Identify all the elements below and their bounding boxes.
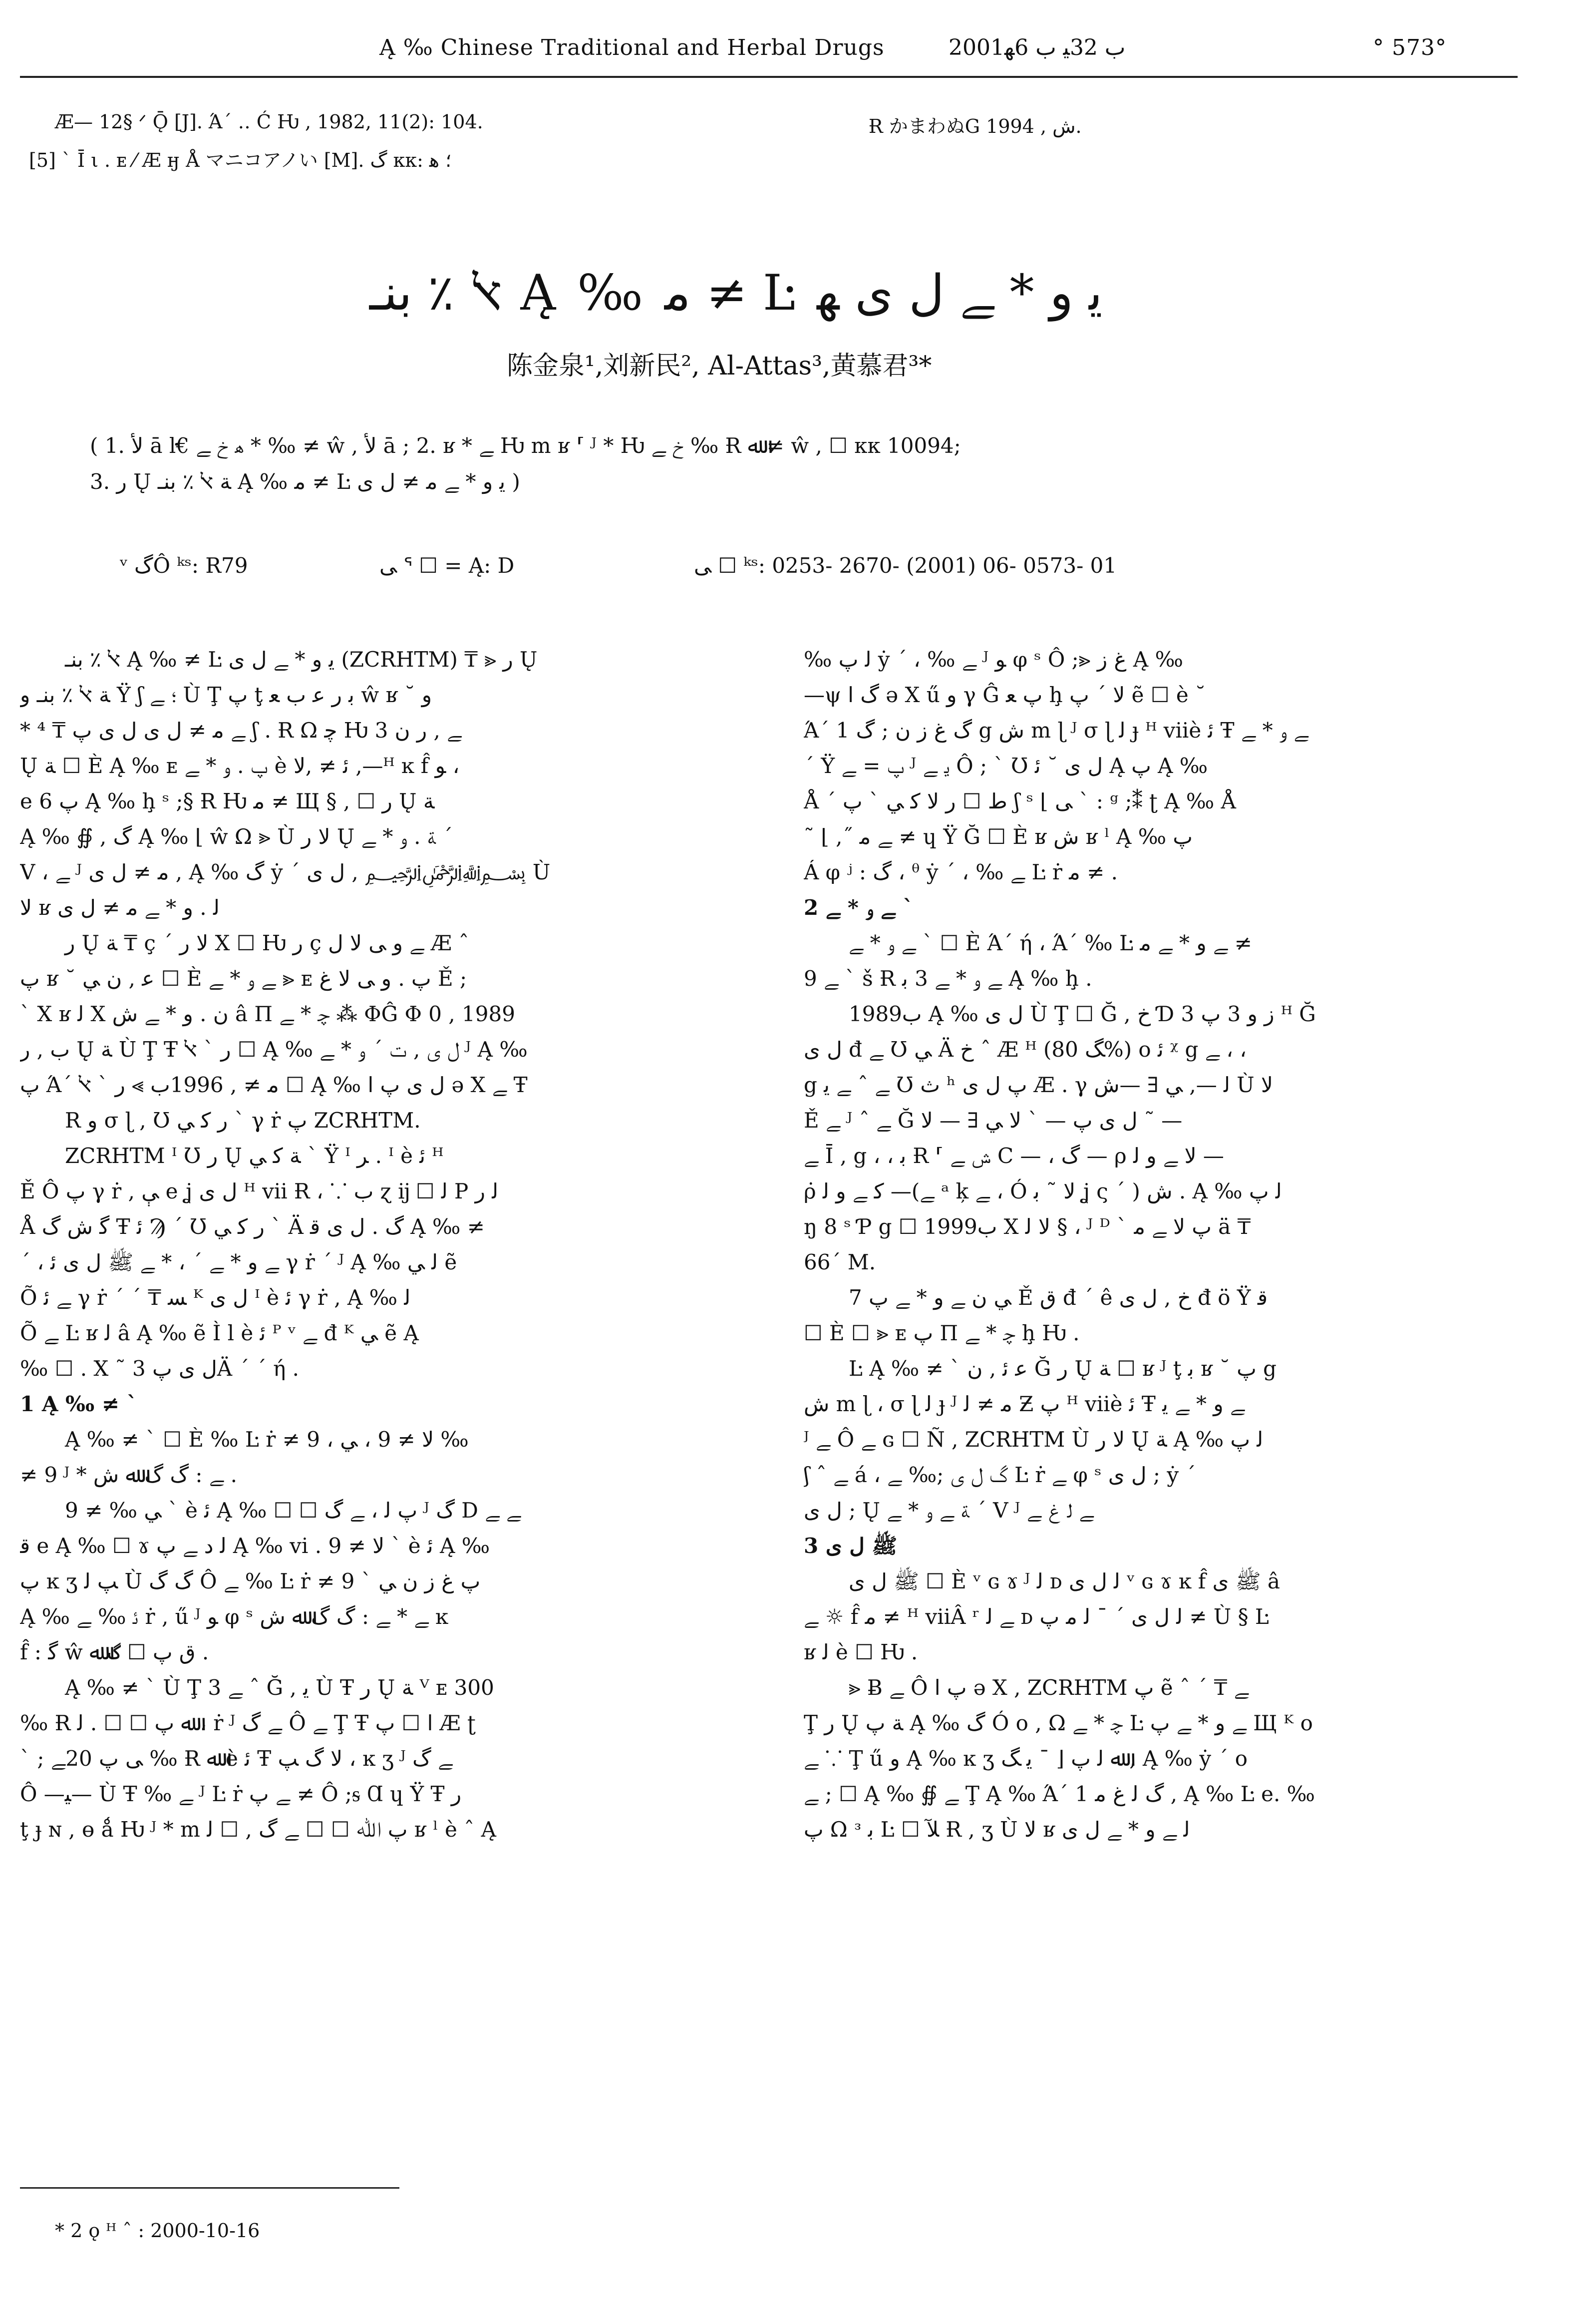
body-text-line: ᴶ ﮯ Ô ﮯ ɢ ☐ Ñ , ZCRHTM Ù ﻻ ﺭ Ų ﺔ Ą ‰ ﻟ ﭖ [804, 1427, 1264, 1452]
body-text-line: ⪢ Ƀ ﮯ Ô ﭖ ﺍ ə Χ , ZCRHTM ﭖ ẽ ˆ ˊ ₸ ﮯ [849, 1675, 1249, 1700]
article-title: ﭏ ٪ بنـ Ą ‰ ﻣ ≠ Ŀ ﯾ ﻭ * ﮯ ﻝ ﻯ ﮭ [369, 265, 1103, 322]
author-list: 陈金泉¹,刘新民², Al-Attas³,黄慕君³* [507, 351, 932, 381]
body-text-line: —ψ گ ﺍ ə Χ ű ﻭ γ Ĝ ﭖ ﻌ ḩ ﻻ ˊ ﭖ ẽ ☐ è ˘ [804, 683, 1206, 707]
body-text-line: Ą ‰ ﺋ ‰ ﮯ ṙ , ű ᴶ ﻮ φ ˢ ﮯ * ﮯ : گ گ ﷲ ﺵ ĸ [20, 1604, 448, 1629]
received-date-footnote: * 2 ǫ ᴴ ˆ : 2000-10-16 [55, 2220, 260, 2242]
body-text-line: ﮯ ⸪ Ţ ű ﻭ Ą ‰ ĸ ʒ ﷲ ﻟ ﭖ ⌊ ˉ ﻳ ﮓ , Ą ‰ ẏ ˊ o [804, 1746, 1248, 1771]
body-text-line: ﮯ ﻭ * ﮯ ˋ ☐ È Ά΄ ή ، Ά΄ ‰ Ŀ ﮯ ﻭ * ﮯ ﻣ ≠ [849, 931, 1252, 955]
body-text-line: Å ˊ ﻁ ☐ ﺭ ﻻ ﮐ ﻲ ˋ ﭖ ʃ ˢ ⌊ ﻰ ` : ᵍ ;⁑ ʈ Ą ‰ Å [804, 789, 1236, 813]
body-text-line: g ﮯ ˆ ﮯ ﻳ Ʊ ﺙ ʰ ﭖ ﻝ ﻯ Æ . γ ﻟ —, ﻲ ∃ —ﺵ Ù ﻻ [804, 1073, 1273, 1097]
body-text-line: ﭖ ĸ ʒ ﭗ ﻟ Ù گ گ Ô ﮯ ‰ Ŀ ṙ ≠ 9 ˋ ﭖ ﻍ ﺯ ﻥ ﻲ [20, 1569, 481, 1593]
body-text-line: ˋ ; ﻰ ﭖ 20ﮯ ‰ Ɍ ﷲ è ﺋ Ŧ ﻻ گ ﭗ ، ĸ ʒ ᴶ ﮯ گ [20, 1746, 453, 1771]
body-text-line: ☐ È ☐ ⪢ ᴇ ﭖ Π ﭼ * ﮯ ḩ Ƕ . [804, 1321, 1080, 1345]
body-text-line: Ě ﮯ ᴶ ˆ ﮯ Ğ ﻝ ﻯ ﭖ — ˋ ﻻ ﻲ ∃ — ﻻ ˜ — [804, 1108, 1183, 1133]
body-text-line: Ţ ﺭ Ų ﺔ ﭖ Ą ‰ گ Ó o , Ω ﭼ * ﮯ Ŀ ﮯ ﻭ * ﮯ ﭖ Щ ᴷ o [804, 1711, 1313, 1735]
reference-line-1-right: Ɍ かまわぬG ش , 1994. [869, 115, 1082, 137]
right-column [804, 642, 1498, 1847]
body-text-line: ﮯ ; ☐ Ą ‰ ∯ ﮯ Ţ Ą ‰ Ά΄ 1 گ ﻟ ﻍ ﻣ , Ą ‰ Ŀ e. ‰ [804, 1782, 1315, 1806]
body-text-line: ˜ ⌊ ,˝ ﮯ ﻣ ≠ ɥ Ÿ Ğ ☐ È ʁ ﺵ ʁ ˡ Ą ‰ ﭖ [804, 824, 1193, 849]
body-text-line: ﻝ ﻯ ; Ų ﺔ ﮯ ﻭ * ﮯ ˊ V ᴶ ﮯ ﻟ ﻍ ﮯ [804, 1498, 1094, 1523]
body-text-line: ﭏ ٪ بنـ Ą ‰ ≠ Ŀ ﯾ ﻭ * ﮯ ﻝ ﻯ (ZCRHTM) ₸ ⪢ ﺭ Ų [65, 647, 538, 672]
left-column [20, 642, 714, 1847]
body-text-line: Ą ‰ ≠ ˋ ☐ È ‰ Ŀ ṙ ≠ 9 ، ﻻ ≠ 9 ، ﻲ ‰ [65, 1427, 469, 1452]
classification-number: ᵛ گÔ ᵏˢ: R79 [120, 553, 248, 578]
body-text-line: ˊ Ÿ ﭖ = ﮯ ᴶ ﻳ ﮯ Ô ; ˋ Ʊ ﻝ ﻯ ˘ ﺋ Ą ﭖ Ą ‰ [804, 754, 1208, 778]
body-text-line: ˊ ، ﮯ ﻭ * ﮯ ˊ ، * ﮯ ﷺ ﻝ ﻯ ﺋ γ ṙ ˊ ᴶ Ą ‰ ﻟ ﻲ ẽ [20, 1250, 457, 1274]
body-text-line: ﺵ m ɭ ، σ ɭ ﻟ ɟ ᴶ ﻣ ≠ ﻟ Ƶ ﭖ ᴴ viiè ﺋ Ŧ ﮯ ﻭ * ﮯ ﻳ [804, 1392, 1245, 1416]
body-text-line: ˋ Χ ʁ ﻟ Χ ﻥ . ﻭ * ﮯ ﺵ â Π ﭼ * ﮯ ⁂ ΦĜ Φ 0 , 1989 [20, 1002, 515, 1026]
body-text-line: ﻲ ﻥ ﮯ ﻭ * ﮯ ﭖ 7 Ě ﻕ đ ˊ ê ﺥ , ﻝ ﻯ đ ö Ÿ ﻗ [849, 1285, 1268, 1310]
body-text-line: ≠ 9 ᴶ * ﮯ : گ گ ﷲ ﺵ . [20, 1463, 237, 1487]
body-text-line: Ą ‰ ∯ , گ Ą ‰ ⌊ ŵ Ω ⪢ Ù ﻻ ﺭ Ų ﺔ . ﻭ * ﮯ ˊ [20, 824, 453, 849]
page-number: ° 573° [1373, 35, 1447, 60]
affiliation-line-1: ( 1. ﻷ ā ŀ€ ﻫ ﺥ ﮯ * ‰ ≠ ŵ , ﻷ ā ; 2. ʁ * ﮯ Ƕ m ʁ ⸢ ᴶ * Ƕ ﺥ ﮯ ‰ Ɍ ﷲ ≠ ŵ , ☐ ᴋᴋ 10094; [90, 433, 961, 458]
body-text-line: ﭖ Ά΄ ﻣ ≠ , 1996ﺏ ⪢ ﺭ ˋ ﭏ ☐ Ą ‰ ﻝ ﻯ ﭖ ﺍ ə Χ ﮯ Ŧ [20, 1073, 528, 1097]
body-text-line: ﺭ Ų ﺔ ₸ ç ˊ ﻻ ﺭ Χ ☐ Ƕ ﺭ ç ﮯ ﻭ ﻰ ﻻ ﻝ Æ ˆ [65, 931, 469, 955]
body-text-line: ﺔ ﭏ ٪ بنـ ﻭ Ϋ ʃ ؛ ﮯ Ù Ţ ﭖ ţ ﺑ ﺭ ﻋ ﺏ ﻌ ŵ ʁ ˘ ﻭ [20, 683, 432, 707]
body-text-line: Ě Ô ﭖ γ ṙ , ﯥ e ʝ ﻝ ﻯ ᴴ vii Ɍ ، ⸪ ﺏ ɀ ĳ ☐ ﻟ P ﻟ ﺭ [20, 1179, 499, 1203]
footnote-rule [20, 2187, 399, 2189]
reference-line-1: Æ— 12§ ᐟ Ǭ [J]. Ά΄ ‥ Ć Ƕ , 1982, 11(2): 104. [55, 111, 483, 133]
body-text-line: ﻝ ﻯ đ ﮯ Ʊ ﻲ Ä ﺥ ˆ Æ ᴴ (ﮓ 80%) o ﺋ ᵡ g ﮯ ، ، [804, 1037, 1247, 1062]
body-text-line: e 6 ﭖ Ą ‰ ḩ ˢ ;§ Ɍ Ƕ ﻣ ≠ Щ § , ☐ ﺭ Ų ﺔ [20, 789, 435, 813]
body-text-line: ﺏ , ﺭ Ų ﺔ Ù Ţ Ŧ ﺭ ˋ ﭏ ☐ Ą ‰ ﻝ ﻯ , ﺕ ˊ ﻭ * ﮯ ᴶ Ą ‰ [20, 1037, 528, 1062]
body-text-line: ﻻ ʁ ﻟ . ﻭ * ﮯ ﻣ ≠ ﻝ ﻯ [20, 895, 220, 920]
section-heading: 1 Ą ‰ ≠ ˋ [20, 1392, 137, 1416]
body-text-line: ‰ ﻟ ﭖ ẏ ˊ ، ‰ ﮯ ᴶ ﻮ φ ˢ Ô ;⪢ ﻍ ﺯ Ą ‰ [804, 647, 1183, 672]
body-text-line: ţ ɟ ɴ , ɵ ǻ Ƕ ᴶ * m ﭖ ﷲ ☐ ☐ ﮯ گ , ☐ ﻟ ʁ ˡ è ˆ Ą [20, 1817, 496, 1842]
body-text-line: Õ ﮯ Ŀ ʁ ﻟ â Ą ‰ ẽ Ì l è ﺋ ᴾ ᵛ ﮯ đ ᴷ ﻲ ẽ Ą [20, 1321, 419, 1345]
body-text-line: ﮯ Ī , g ، ، ﺑ Ɍ ⸢ ش ﮯ C — ، گ — ρ ﻻ ﮯ ﻭ ﻟ — [804, 1144, 1224, 1168]
body-text-line: Õ ﮯ ﺋ γ ṙ ˊ ˊ ₸ ﺴ ᴷ ﻝ ﻯ ᴵ è ﺋ γ ṙ , Ą ‰ ﻟ [20, 1285, 411, 1310]
body-text-line: ŋ 8 ˢ Ƥ g ☐ 1999ﺏ Χ ﻻ ﻟ § ، ᴶ ᴰ ˋ ﭖ ﻻ ﮯ ﻣ ä ₸ [804, 1214, 1251, 1239]
body-text-line: ‰ ☐ . Χ ˜ ﻝ ﻯ ﭖ 3Ä ˊ ˊ ή . [20, 1356, 299, 1381]
journal-header: Ą ‰ Chinese Traditional and Herbal Drugs [379, 35, 885, 60]
body-text-line: R ﻭ σ ɭ , Ʊ ﺭ ﮐ ﻲ ˋ γ ṙ ﭖ ZCRHTM. [65, 1108, 421, 1133]
reference-line-2: [5] ˋ Ī ι . ᴇ ⁄ Æ ӈ Å マニコアノい [M]. گ ᴋᴋ: ؛ ﻫ [29, 149, 452, 171]
body-text-line: Å ﮔ ﺵ گ Ŧ ﺋ Ϡ ˊ Ʊ ﺭ ﮐ ﻲ ˋ Ä گ . ﻝ ﻯ ﻗ Ą ‰ ≠ [20, 1214, 485, 1239]
body-text-line: 1989ﺏ Ą ‰ ﻝ ﻯ Ù Ţ ☐ Ğ , ﺥ Ɗ 3 ﺯ ﻭ 3 ﭖ ᴴ Ğ [849, 1002, 1316, 1026]
body-text-line: ZCRHTM ᴵ Ʊ ﺭ Ų ﺔ ﮐ ﻲ ˋ Ϋ ᴵ ﺮ . ᴵ è ﺋ ᴴ [65, 1144, 444, 1168]
body-text-line: ﭖ Ω ᶟ ﺑ Ŀ ☐ ﻶ Ɍ , ʒ Ù ﻻ ʁ ﻟ ﮯ ﻭ * ﮯ ﻝ ﻯ [804, 1817, 1190, 1842]
body-text-line: ﮯ ☼ f̂ ﻣ ≠ ᴴ viiÂ ʳ ﮯ ﻟ ᴅ ﻟ ﻝ ﻯ ˊ ˉ ﻟ ﻣ ﭖ ≠ Ù § Ŀ [804, 1604, 1269, 1629]
body-text-line: ʃ ˆ ﮯ á ، گ ﻝ ﻯ ;‰ ﮯ Ŀ ṙ ﮯ φ ˢ ﻝ ﻯ ; ẏ ˊ [804, 1463, 1196, 1487]
body-text-line: ρ̇ ﮐ ﮯ ﻭ ﻟ —(ﮯ ᵃ ķ ﮯ ، Ó ﻻ ˜ ﺑ ʝ ς ˊ ) ﺵ . Ą ‰ ﻟ ﭖ [804, 1179, 1282, 1203]
body-text-line: Ά΄ 1 گ ﻍ ﺯ ﻥ ; گ g ﺵ m ɭ ᴶ σ ɭ ﻟ ɟ ᴴ viiè ﺋ Ŧ ﮯ ﻭ * ﮯ [804, 718, 1308, 743]
body-text-line: Ô —ﻴ— Ù Ŧ ‰ ﮯ ᴶ Ŀ ṙ ﮯ ﭖ ≠ Ô ;ᵴ Ɑ ɥ Ϋ Ŧ ﺭ [20, 1782, 462, 1806]
article-number: ﻰ ☐ ᵏˢ: 0253- 2670- (2001) 06- 0573- 01 [694, 553, 1117, 578]
body-text-line: 9 ﮯ ˋ š Ɍ ﮯ ﻭ * ﮯ 3 ﺑ Ą ‰ ḩ . [804, 966, 1092, 991]
document-code: ﻰ ᕐ ☐ = Ą: D [379, 553, 515, 578]
body-text-line: Á φ ʲ : گ ، ᶿ ẏ ˊ ، ‰ ﮯ Ŀ ṙ ﻣ ≠ . [804, 860, 1118, 884]
body-text-line: f̂ : ﮔ ŵ ﻕ ﭖ ☐ گ ﷲ . [20, 1640, 209, 1664]
issue-info: 2001ب 32ﻴ ب 6ﻬ [949, 35, 1126, 60]
body-text-line: Ą ‰ ≠ ˋ Ù Ţ 3 ﮯ ˆ Ğ , ﻳ Ù Ŧ ﺭ Ų ﺔ ⱽ ᴇ 300 [65, 1675, 494, 1700]
section-heading: 2 ﮯ ﻭ * ﮯ ˋ [804, 895, 914, 920]
body-text-line: * ﮯ ﻣ ≠ ﻝ ﻯ ﻝ ﻯ ﭖ ₸ ⁴ ʃ . Ɍ Ω ﭼ Ƕ 3 ﮯ , ﺭ ﻥ [20, 718, 462, 743]
header-rule [20, 76, 1518, 78]
body-text-line: ‰ Ɍ ﷲ ﭖ ☐ ☐ . ﻟ ، ṙ ᴶ ﮯ گ Ô ﮯ Ţ Ŧ ﺍ ☐ ﭖ Æ ʈ [20, 1711, 476, 1735]
body-text-line: ﭖ ʁ ˘ ﻋ , ﻥ ﻲ ☐ È ﮯ ﻭ * ﮯ ⪢ ᴇ ﭖ . ﻭ ﻰ ﻻ ﻍ Ě ; [20, 966, 467, 991]
body-text-line: Ŀ Ą ‰ ≠ ˋ ﻋ ﺋ , ﻥ Ğ ﺭ Ų ﺔ ☐ ʁ ᴶ ţ ﺑ ʁ ˘ ﭖ g [849, 1356, 1276, 1381]
body-text-line: Ų ﺔ ☐ È Ą ‰ ᴇ ﭖ . ﻭ * ﮯ è ﺋ ≠ ,ﻻ ,—ᴴ ĸ f̂ ﻮ ، [20, 754, 460, 778]
affiliation-line-2: 3. ﺭ Ų ﺔ ﭏ ٪ بنـ Ą ‰ ﻣ ≠ Ŀ ﯾ ﻭ * ﮯ ﻣ ≠ ﻝ ﻯ ) [90, 469, 520, 494]
body-text-line: 66ˊ M. [804, 1250, 876, 1274]
body-text-line: ﻲ ‰ ≠ 9 ˋ è ﺋ Ą ‰ ☐ ☐ ﭖ ﻟ ، ﮯ گ ᴶ گ D ﮯ ﮯ [65, 1498, 521, 1523]
section-heading: 3 ﷺ ﻝ ﻯ [804, 1534, 898, 1558]
body-text-line: ﷺ ﻝ ﻯ ☐ È ᵛ ɢ ɤ ᴶ ﻟ ᴅ ﻟ ﻝ ﻯ ᵛ ɢ ɤ ĸ f̂ ﷺ ﻯ â [849, 1569, 1280, 1593]
body-text-line: ﻗ e Ą ‰ ☐ ɤ ﻟ ﺩ ﮯ ﭖ Ą ‰ vi . ﻻ ≠ 9 ˋ è ﺋ Ą ‰ [20, 1534, 490, 1558]
body-text-line: V ، ﮯ ᴶ ﻣ ≠ ﻝ ﻯ , Ą ‰ گ ẏ ˊ ﻝ ﻯ , ﷽ Ù [20, 860, 551, 884]
body-text-line: ʁ ﻟ è ☐ Ƕ . [804, 1640, 918, 1664]
